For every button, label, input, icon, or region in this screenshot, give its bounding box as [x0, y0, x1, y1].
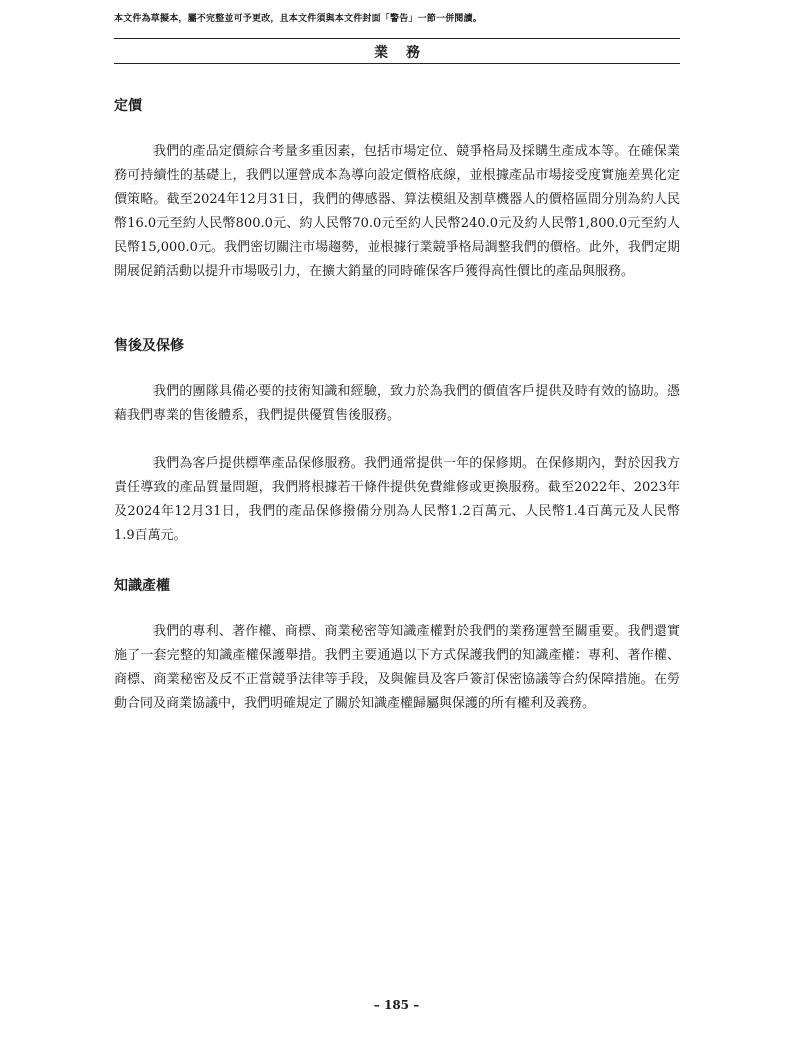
draft-disclaimer: 本文件為草擬本，屬不完整並可予更改，且本文件須與本文件封面「警告」一節一併閱讀。: [114, 14, 483, 24]
header-rule-bottom: [114, 63, 680, 64]
page-number: – 185 –: [373, 998, 420, 1012]
pricing-paragraph: 我們的產品定價綜合考量多重因素，包括市場定位、競爭格局及採購生產成本等。在確保業務可持續性的基礎上，我們以運營成本為導向設定價格底線，並根據產品市場接受度實施差異化定價策略。截至2024年12月31日，我們的傳感器、算法模組及割草機器人的價格區間分別為約人民幣16.0元至約人民幣800.0元、約人民幣70.0元至約人民幣240.0元及約人民幣1,800.0元至約人民幣15,000.0元。我們密切關注市場趨勢，並根據行業競爭格局調整我們的價格。此外，我們定期開展促銷活動以提升市場吸引力，在擴大銷量的同時確保客戶獲得高性價比的產品與服務。: [114, 144, 680, 279]
heading-pricing: 定價: [114, 98, 142, 114]
ip-paragraph: 我們的專利、著作權、商標、商業秘密等知識產權對於我們的業務運營至關重要。我們還實施了一套完整的知識產權保護舉措。我們主要通過以下方式保護我們的知識產權：專利、著作權、商標、商業秘密及反不正當競爭法律等手段，及與僱員及客戶簽訂保密協議等合約保障措施。在勞動合同及商業協議中，我們明確規定了關於知識產權歸屬與保護的所有權利及義務。: [114, 624, 680, 711]
header-rule-top: [114, 38, 680, 39]
section-title: 業務: [374, 45, 438, 61]
after-sales-paragraph-1: 我們的團隊具備必要的技術知識和經驗，致力於為我們的價值客戶提供及時有效的協助。憑藉我們專業的售後體系，我們提供優質售後服務。: [114, 384, 680, 423]
heading-ip: 知識產權: [114, 578, 170, 594]
heading-after-sales: 售後及保修: [114, 338, 184, 354]
after-sales-paragraph-2: 我們為客戶提供標準產品保修服務。我們通常提供一年的保修期。在保修期內，對於因我方責任導致的產品質量問題，我們將根據若干條件提供免費維修或更換服務。截至2022年、2023年及2024年12月31日，我們的產品保修撥備分別為人民幣1.2百萬元、人民幣1.4百萬元及人民幣1.9百萬元。: [114, 456, 680, 543]
